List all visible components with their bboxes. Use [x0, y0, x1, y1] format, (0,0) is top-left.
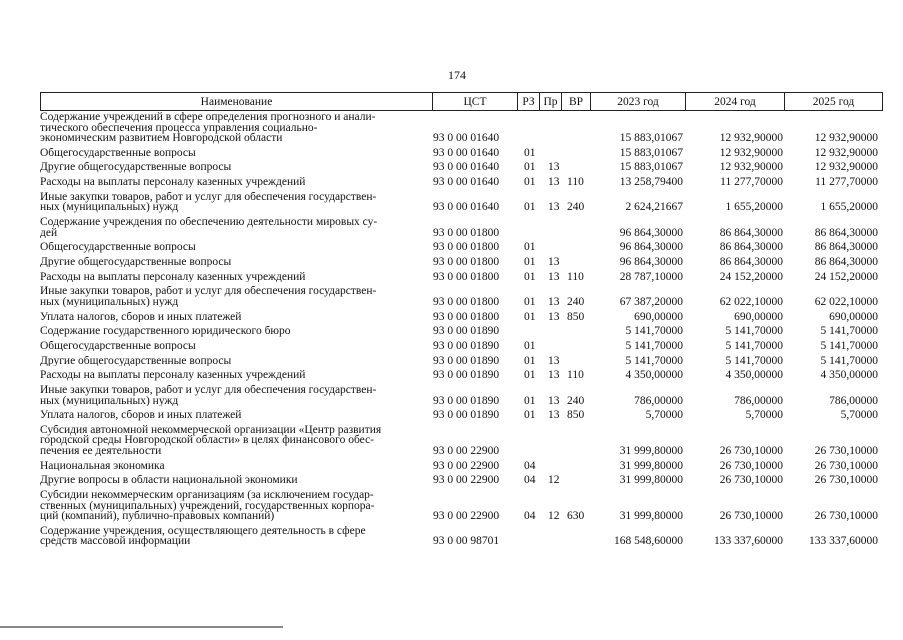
row-name: Содержание учреждения по обеспечению деятельности мировых су- дей [40, 217, 378, 238]
row-vr: 850 [567, 409, 585, 422]
table-row [0, 526, 903, 547]
row-value-2023: 5 141,70000 [625, 325, 683, 338]
row-value-2025: 1 655,20000 [820, 201, 878, 214]
table-row [0, 192, 903, 213]
row-value-2023: 31 999,80000 [619, 474, 683, 487]
row-name: Уплата налогов, сборов и иных платежей [40, 410, 242, 421]
row-rz: 01 [524, 241, 536, 254]
row-value-2023: 690,00000 [634, 310, 683, 323]
row-vr: 240 [567, 201, 585, 214]
row-cst: 93 0 00 01800 [433, 241, 500, 254]
row-rz: 01 [524, 270, 536, 283]
row-cst: 93 0 00 01890 [433, 369, 500, 382]
header-2023: 2023 год [591, 93, 686, 110]
row-value-2025: 12 932,90000 [814, 146, 878, 159]
table-row [0, 177, 903, 188]
page-bottom-rule [0, 626, 283, 628]
table-row [0, 217, 903, 238]
row-value-2024: 12 932,90000 [719, 146, 783, 159]
row-name: Субсидии некоммерческим организациям (за исключением государ- ственных (муниципальных) учреждений, государственных корпора- ций (компаний), публично-правовых компаний) [40, 490, 375, 522]
row-cst: 93 0 00 01640 [433, 132, 500, 144]
row-value-2023: 5,70000 [645, 409, 683, 422]
row-value-2025: 133 337,60000 [809, 535, 878, 548]
row-value-2023: 15 883,01067 [619, 132, 683, 144]
row-cst: 93 0 00 01800 [433, 295, 500, 308]
row-rz: 04 [524, 474, 536, 487]
row-cst: 93 0 00 01890 [433, 354, 500, 367]
row-vr: 110 [567, 369, 584, 382]
page-number: 174 [448, 68, 466, 82]
row-value-2023: 5 141,70000 [625, 354, 683, 367]
row-value-2025: 86 864,30000 [814, 241, 878, 254]
header-2024: 2024 год [686, 93, 785, 110]
row-value-2023: 786,00000 [634, 394, 683, 407]
row-name: Другие вопросы в области национальной экономики [40, 475, 298, 486]
header-rz: РЗ [518, 93, 540, 110]
row-value-2023: 31 999,80000 [619, 444, 683, 457]
row-rz: 01 [524, 409, 536, 422]
table-row [0, 272, 903, 283]
row-value-2023: 31 999,80000 [619, 510, 683, 522]
row-value-2024: 26 730,10000 [719, 459, 783, 472]
row-value-2024: 26 730,10000 [719, 444, 783, 457]
row-cst: 93 0 00 22900 [433, 474, 500, 487]
row-name: Другие общегосударственные вопросы [40, 355, 232, 367]
row-vr: 110 [567, 270, 584, 283]
row-value-2023: 168 548,60000 [614, 535, 683, 548]
row-value-2024: 12 932,90000 [719, 161, 783, 174]
row-value-2024: 26 730,10000 [719, 510, 783, 522]
row-name: Общегосударственные вопросы [40, 147, 196, 159]
row-pr: 13 [548, 394, 560, 407]
row-value-2025: 26 730,10000 [814, 459, 878, 472]
row-rz: 01 [524, 146, 536, 159]
table-row [0, 242, 903, 253]
row-cst: 93 0 00 01890 [433, 339, 500, 352]
row-cst: 93 0 00 01640 [433, 161, 500, 174]
row-cst: 93 0 00 22900 [433, 510, 500, 522]
row-rz: 04 [524, 459, 536, 472]
row-value-2024: 690,00000 [734, 310, 783, 323]
row-value-2024: 26 730,10000 [719, 474, 783, 487]
row-value-2025: 62 022,10000 [814, 295, 878, 308]
table-header [40, 92, 883, 111]
header-vr: ВР [562, 93, 591, 110]
row-value-2025: 690,00000 [829, 310, 878, 323]
row-value-2023: 31 999,80000 [619, 459, 683, 472]
row-value-2025: 5 141,70000 [820, 354, 878, 367]
row-value-2023: 67 387,20000 [619, 295, 683, 308]
row-cst: 93 0 00 01890 [433, 409, 500, 422]
row-rz: 01 [524, 369, 536, 382]
table-row [0, 326, 903, 337]
row-value-2025: 5 141,70000 [820, 325, 878, 338]
row-value-2024: 5,70000 [745, 409, 783, 422]
row-value-2025: 86 864,30000 [814, 226, 878, 239]
row-name: Содержание учреждения, осуществляющего деятельность в сфере средств массовой информации [40, 525, 366, 547]
row-rz: 01 [524, 201, 536, 214]
table-row [0, 385, 903, 406]
row-cst: 93 0 00 01800 [433, 310, 500, 323]
row-value-2025: 26 730,10000 [814, 510, 878, 522]
row-value-2023: 28 787,10000 [619, 270, 683, 283]
row-value-2025: 5,70000 [840, 409, 878, 422]
row-cst: 93 0 00 01890 [433, 325, 500, 338]
row-pr: 13 [548, 201, 560, 214]
header-pr: Пр [540, 93, 562, 110]
row-name: Другие общегосударственные вопросы [40, 256, 232, 268]
row-name: Общегосударственные вопросы [40, 242, 196, 253]
row-value-2024: 786,00000 [734, 394, 783, 407]
table-row [0, 356, 903, 367]
row-value-2025: 786,00000 [829, 394, 878, 407]
header-2025: 2025 год [812, 96, 855, 108]
row-name: Другие общегосударственные вопросы [40, 162, 232, 173]
row-rz: 01 [524, 394, 536, 407]
header-name: Наименование [41, 93, 433, 110]
row-pr: 13 [548, 255, 560, 268]
row-value-2023: 15 883,01067 [619, 146, 683, 159]
row-pr: 13 [548, 409, 560, 422]
row-cst: 93 0 00 01640 [433, 176, 500, 189]
row-value-2025: 5 141,70000 [820, 339, 878, 352]
row-name: Иные закупки товаров, работ и услуг для обеспечения государствен- ных (муниципальных) нужд [40, 191, 377, 213]
row-value-2024: 86 864,30000 [719, 226, 783, 239]
row-value-2023: 2 624,21667 [625, 201, 683, 214]
table-row [0, 162, 903, 173]
row-name: Расходы на выплаты персоналу казенных учреждений [40, 177, 306, 188]
row-name: Расходы на выплаты персоналу казенных учреждений [40, 370, 306, 381]
row-value-2024: 133 337,60000 [714, 535, 783, 548]
row-rz: 01 [524, 161, 536, 174]
row-vr: 630 [567, 510, 585, 522]
row-name: Иные закупки товаров, работ и услуг для обеспечения государствен- ных (муниципальных) нужд [40, 286, 377, 308]
row-vr: 240 [567, 295, 585, 308]
row-pr: 12 [548, 474, 560, 487]
row-rz: 01 [524, 255, 536, 268]
row-value-2024: 1 655,20000 [725, 201, 783, 214]
row-cst: 93 0 00 22900 [433, 444, 500, 457]
row-name: Общегосударственные вопросы [40, 340, 196, 352]
row-name: Иные закупки товаров, работ и услуг для обеспечения государствен- ных (муниципальных) нужд [40, 385, 377, 406]
row-value-2024: 5 141,70000 [725, 339, 783, 352]
row-pr: 13 [548, 270, 560, 283]
table-row [0, 490, 903, 522]
row-value-2023: 96 864,30000 [619, 241, 683, 254]
table-row [0, 410, 903, 421]
row-value-2025: 26 730,10000 [814, 444, 878, 457]
row-value-2024: 12 932,90000 [719, 132, 783, 144]
row-name: Содержание государственного юридического бюро [40, 326, 291, 337]
row-cst: 93 0 00 01640 [433, 201, 500, 214]
table-row [0, 475, 903, 486]
row-value-2024: 5 141,70000 [725, 325, 783, 338]
row-value-2023: 96 864,30000 [619, 255, 683, 268]
row-cst: 93 0 00 98701 [433, 535, 500, 548]
table-row [0, 112, 903, 144]
row-name: Содержание учреждений в сфере определения прогнозного и анали- тического обеспечения процесса управления социально- экономическим развитием Новгородской области [40, 112, 376, 144]
row-pr: 13 [548, 310, 560, 323]
row-vr: 850 [567, 310, 585, 323]
table-row [0, 312, 903, 323]
row-value-2025: 4 350,00000 [820, 369, 878, 382]
row-cst: 93 0 00 01640 [433, 146, 500, 159]
row-name: Уплата налогов, сборов и иных платежей [40, 311, 242, 322]
header-cst: ЦСТ [433, 93, 518, 110]
row-cst: 93 0 00 01890 [433, 394, 500, 407]
row-rz: 01 [524, 339, 536, 352]
row-rz: 04 [524, 510, 536, 522]
row-name: Расходы на выплаты персоналу казенных учреждений [40, 271, 306, 283]
row-value-2024: 4 350,00000 [725, 369, 783, 382]
row-rz: 01 [524, 354, 536, 367]
row-name: Субсидия автономной некоммерческой организации «Центр развития городской среды Новгородской области» в целях финансового обес- печения ее деятельности [40, 424, 382, 457]
row-pr: 13 [548, 295, 560, 308]
row-cst: 93 0 00 22900 [433, 459, 500, 472]
row-rz: 01 [524, 310, 536, 323]
row-value-2024: 5 141,70000 [725, 354, 783, 367]
row-pr: 13 [548, 161, 560, 174]
row-value-2025: 12 932,90000 [814, 161, 878, 174]
row-value-2023: 4 350,00000 [625, 369, 683, 382]
table-row [0, 257, 903, 268]
row-value-2024: 86 864,30000 [719, 255, 783, 268]
table-row [0, 341, 903, 352]
row-value-2025: 24 152,20000 [814, 270, 878, 283]
row-pr: 12 [548, 510, 560, 522]
row-rz: 01 [524, 295, 536, 308]
table-row [0, 425, 903, 457]
row-name: Национальная экономика [40, 460, 165, 472]
row-pr: 13 [548, 176, 560, 189]
row-pr: 13 [548, 369, 560, 382]
table-row [0, 148, 903, 159]
row-value-2025: 26 730,10000 [814, 474, 878, 487]
row-value-2025: 12 932,90000 [814, 132, 878, 144]
row-value-2024: 11 277,70000 [720, 176, 783, 189]
row-pr: 13 [548, 354, 560, 367]
row-cst: 93 0 00 01800 [433, 270, 500, 283]
row-value-2023: 15 883,01067 [619, 161, 683, 174]
row-rz: 01 [524, 176, 536, 189]
row-value-2025: 86 864,30000 [814, 255, 878, 268]
table-row [0, 286, 903, 307]
row-vr: 110 [567, 176, 584, 189]
row-value-2024: 62 022,10000 [719, 295, 783, 308]
row-value-2025: 11 277,70000 [815, 176, 878, 189]
table-row [0, 461, 903, 472]
row-vr: 240 [567, 394, 585, 407]
row-cst: 93 0 00 01800 [433, 226, 500, 239]
row-value-2023: 96 864,30000 [619, 226, 683, 239]
row-value-2024: 24 152,20000 [719, 270, 783, 283]
table-row [0, 370, 903, 381]
row-value-2024: 86 864,30000 [719, 241, 783, 254]
row-value-2023: 5 141,70000 [625, 339, 683, 352]
row-cst: 93 0 00 01800 [433, 255, 500, 268]
row-value-2023: 13 258,79400 [619, 176, 683, 189]
